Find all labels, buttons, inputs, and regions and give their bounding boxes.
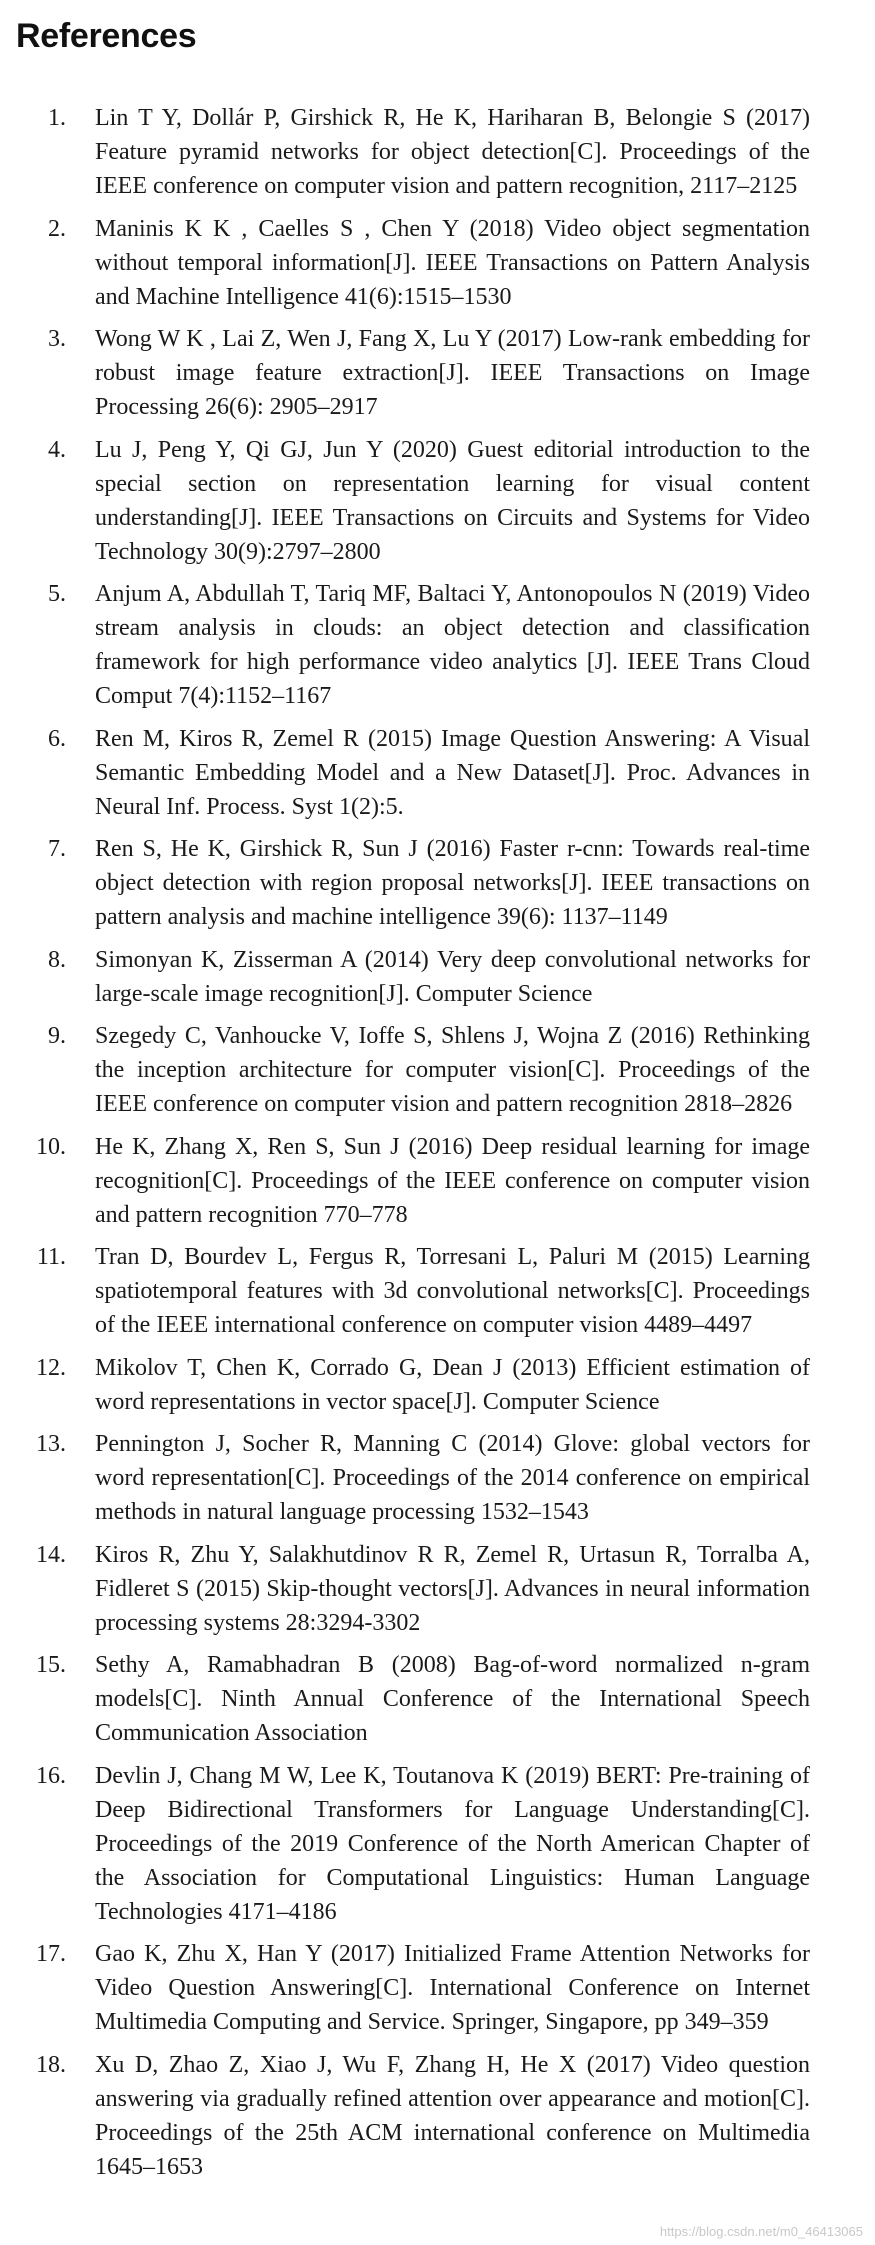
reference-text: Lu J, Peng Y, Qi GJ, Jun Y (2020) Guest editorial introduction to the special section on representation learning for visual content understanding[J]. IEEE Transactions on Circuits and Systems for Video Technology 30(9):2797–2800 bbox=[95, 436, 810, 565]
reference-text: Mikolov T, Chen K, Corrado G, Dean J (2013) Efficient estimation of word representations in vector space[J]. Computer Science bbox=[95, 1354, 810, 1415]
reference-item bbox=[0, 1019, 875, 1121]
reference-number: 4. bbox=[48, 436, 66, 463]
reference-number: 13. bbox=[36, 1431, 66, 1457]
reference-number: 1. bbox=[48, 105, 66, 131]
reference-item bbox=[0, 1538, 875, 1640]
reference-number: 2. bbox=[48, 215, 66, 242]
reference-number: 7. bbox=[48, 836, 66, 862]
reference-number: 17. bbox=[36, 1941, 66, 1967]
reference-text: Sethy A, Ramabhadran B (2008) Bag-of-word normalized n-gram models[C]. Ninth Annual Conference of the International Speech Communication Association bbox=[95, 1652, 810, 1746]
reference-text: He K, Zhang X, Ren S, Sun J (2016) Deep residual learning for image recognition[C]. Proceedings of the IEEE conference on computer vision and pattern recognition 770–778 bbox=[95, 1133, 810, 1228]
reference-text: Pennington J, Socher R, Manning C (2014) Glove: global vectors for word representation[C]. Proceedings of the 2014 conference on empirical methods in natural language processing 1532–1543 bbox=[95, 1431, 810, 1525]
reference-item bbox=[0, 212, 875, 314]
reference-number: 6. bbox=[48, 725, 66, 752]
references-heading: References bbox=[16, 17, 197, 55]
reference-number: 14. bbox=[36, 1541, 66, 1568]
reference-text: Ren M, Kiros R, Zemel R (2015) Image Question Answering: A Visual Semantic Embedding Model and a New Dataset[J]. Proc. Advances in Neural Inf. Process. Syst 1(2):5. bbox=[95, 725, 810, 820]
reference-text: Maninis K K , Caelles S , Chen Y (2018) Video object segmentation without temporal information[J]. IEEE Transactions on Pattern Analysis and Machine Intelligence 41(6):1515–1530 bbox=[95, 215, 810, 310]
reference-number: 16. bbox=[36, 1762, 66, 1789]
reference-item bbox=[0, 1427, 875, 1529]
reference-item bbox=[0, 101, 875, 203]
reference-number: 15. bbox=[36, 1652, 66, 1678]
reference-item bbox=[0, 1937, 875, 2039]
reference-item bbox=[0, 1759, 875, 1929]
reference-text: Wong W K , Lai Z, Wen J, Fang X, Lu Y (2017) Low-rank embedding for robust image feature extraction[J]. IEEE Transactions on Image Processing 26(6): 2905–2917 bbox=[95, 326, 810, 420]
reference-number: 9. bbox=[48, 1023, 66, 1049]
reference-item bbox=[0, 322, 875, 424]
reference-number: 10. bbox=[36, 1133, 66, 1160]
reference-item bbox=[0, 943, 875, 1011]
reference-item bbox=[0, 832, 875, 934]
reference-item bbox=[0, 1130, 875, 1232]
reference-number: 5. bbox=[48, 581, 66, 607]
reference-text: Ren S, He K, Girshick R, Sun J (2016) Faster r-cnn: Towards real-time object detection with region proposal networks[J]. IEEE transactions on pattern analysis and machine intelligence 39(6): 1137–1149 bbox=[95, 836, 810, 930]
reference-item bbox=[0, 2048, 875, 2184]
reference-list bbox=[0, 101, 875, 2192]
reference-number: 11. bbox=[36, 1244, 66, 1270]
reference-item bbox=[0, 722, 875, 824]
reference-item bbox=[0, 1240, 875, 1342]
reference-text: Xu D, Zhao Z, Xiao J, Wu F, Zhang H, He X (2017) Video question answering via gradually refined attention over appearance and motion[C]. Proceedings of the 25th ACM international conference on Multimedia 1645–1653 bbox=[95, 2051, 810, 2180]
reference-item bbox=[0, 433, 875, 569]
reference-item bbox=[0, 1648, 875, 1750]
reference-text: Lin T Y, Dollár P, Girshick R, He K, Hariharan B, Belongie S (2017) Feature pyramid networks for object detection[C]. Proceedings of the IEEE conference on computer vision and pattern recognition, 2117–2125 bbox=[95, 105, 810, 199]
reference-number: 8. bbox=[48, 946, 66, 973]
reference-text: Anjum A, Abdullah T, Tariq MF, Baltaci Y, Antonopoulos N (2019) Video stream analysis in clouds: an object detection and classification framework for high performance video analytics [J]. IEEE Trans Cloud Comput 7(4):1152–1167 bbox=[95, 581, 810, 709]
reference-text: Gao K, Zhu X, Han Y (2017) Initialized Frame Attention Networks for Video Question Answering[C]. International Conference on Internet Multimedia Computing and Service. Springer, Singapore, pp 349–359 bbox=[95, 1941, 810, 2035]
watermark: https://blog.csdn.net/m0_46413065 bbox=[659, 2224, 863, 2239]
reference-number: 12. bbox=[36, 1354, 66, 1381]
reference-item bbox=[0, 1351, 875, 1419]
reference-text: Devlin J, Chang M W, Lee K, Toutanova K (2019) BERT: Pre-training of Deep Bidirectional Transformers for Language Understanding[C]. Proceedings of the 2019 Conference of the North American Chapter of the Association for Computational Linguistics: Human Language Technologies 4171–4186 bbox=[95, 1762, 810, 1925]
reference-number: 18. bbox=[36, 2051, 66, 2078]
reference-text: Szegedy C, Vanhoucke V, Ioffe S, Shlens J, Wojna Z (2016) Rethinking the inception architecture for computer vision[C]. Proceedings of the IEEE conference on computer vision and pattern recognition 2818–2826 bbox=[95, 1023, 810, 1117]
reference-item bbox=[0, 577, 875, 713]
reference-text: Tran D, Bourdev L, Fergus R, Torresani L, Paluri M (2015) Learning spatiotemporal features with 3d convolutional networks[C]. Proceedings of the IEEE international conference on computer vision 4489–4497 bbox=[95, 1244, 810, 1338]
reference-text: Kiros R, Zhu Y, Salakhutdinov R R, Zemel R, Urtasun R, Torralba A, Fidleret S (2015) Skip-thought vectors[J]. Advances in neural information processing systems 28:3294-3302 bbox=[95, 1541, 810, 1636]
reference-text: Simonyan K, Zisserman A (2014) Very deep convolutional networks for large-scale image recognition[J]. Computer Science bbox=[95, 946, 810, 1007]
reference-number: 3. bbox=[48, 326, 66, 352]
